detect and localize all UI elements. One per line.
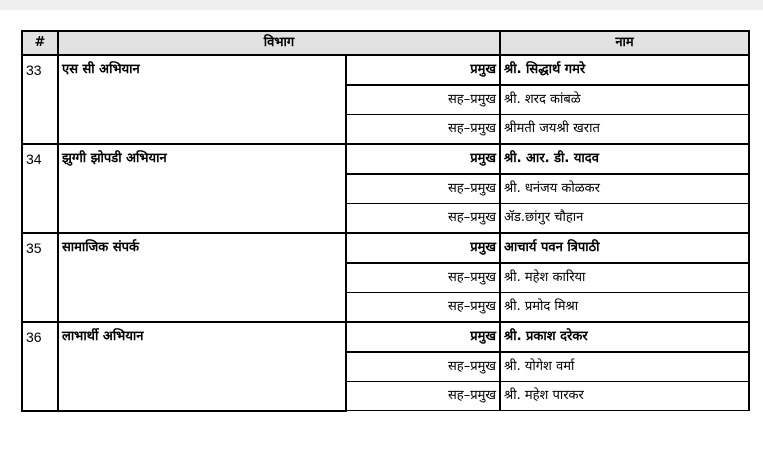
person-name: श्री. प्रकाश दरेकर: [500, 322, 749, 352]
row-number: 33: [22, 55, 58, 144]
row-number: 34: [22, 144, 58, 233]
table-row: [22, 144, 749, 174]
role-label: प्रमुख: [346, 144, 500, 174]
table-row: [22, 233, 749, 263]
role-label: सह–प्रमुख: [346, 263, 500, 293]
header-name: नाम: [500, 31, 749, 55]
role-label: सह–प्रमुख: [346, 115, 500, 145]
role-label: सह–प्रमुख: [346, 352, 500, 382]
table-row: [22, 322, 749, 352]
person-name: श्रीमती जयश्री खरात: [500, 115, 749, 145]
person-name: श्री. महेश पारकर: [500, 382, 749, 411]
person-name: श्री. सिद्धार्थ गमरे: [500, 55, 749, 85]
top-bar: [0, 0, 763, 10]
role-label: सह–प्रमुख: [346, 204, 500, 234]
person-name: श्री. आर. डी. यादव: [500, 144, 749, 174]
header-num: #: [22, 31, 58, 55]
person-name: ॲड.छांगुर चौहान: [500, 204, 749, 234]
person-name: श्री. प्रमोद मिश्रा: [500, 293, 749, 323]
role-label: सह–प्रमुख: [346, 174, 500, 204]
role-label: प्रमुख: [346, 322, 500, 352]
role-label: प्रमुख: [346, 233, 500, 263]
person-name: आचार्य पवन त्रिपाठी: [500, 233, 749, 263]
row-number: 35: [22, 233, 58, 322]
row-number: 36: [22, 322, 58, 411]
department-table: [21, 30, 750, 412]
person-name: श्री. धनंजय कोळकर: [500, 174, 749, 204]
table-header: [22, 31, 749, 55]
header-dept: विभाग: [58, 31, 500, 55]
department-name: लाभार्थी अभियान: [58, 322, 346, 411]
department-name: सामाजिक संपर्क: [58, 233, 346, 322]
role-label: सह–प्रमुख: [346, 382, 500, 411]
person-name: श्री. महेश कारिया: [500, 263, 749, 293]
department-name: झुग्गी झोपडी अभियान: [58, 144, 346, 233]
role-label: सह–प्रमुख: [346, 293, 500, 323]
role-label: सह–प्रमुख: [346, 85, 500, 115]
department-name: एस सी अभियान: [58, 55, 346, 144]
role-label: प्रमुख: [346, 55, 500, 85]
table-row: [22, 55, 749, 85]
person-name: श्री. शरद कांबळे: [500, 85, 749, 115]
person-name: श्री. योगेश वर्मा: [500, 352, 749, 382]
